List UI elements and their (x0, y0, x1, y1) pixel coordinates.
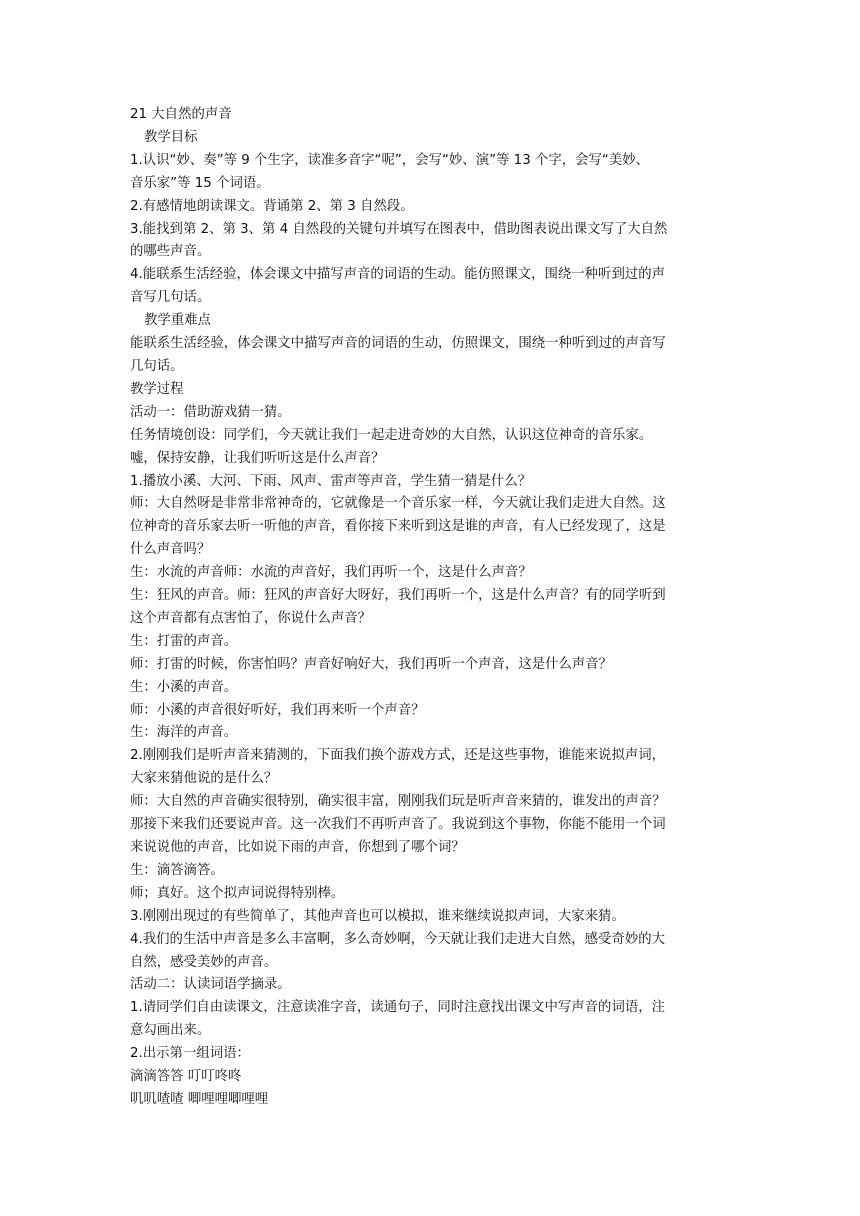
text-line: 滴滴答答 叮叮咚咚 (130, 1069, 242, 1085)
text-line: 教学重难点 (144, 313, 211, 329)
text-line: 位神奇的音乐家去听一听他的声音，看你接下来听到这是谁的声音，有人已经发现了，这是 (130, 519, 666, 535)
text-line: 自然，感受美妙的声音。 (130, 954, 278, 970)
text-line: 1.播放小溪、大河、下雨、风声、雷声等声音，学生猜一猜是什么？ (130, 473, 532, 489)
text-line: 师：小溪的声音很好听好，我们再来听一个声音？ (130, 702, 425, 718)
text-line: 教学目标 (144, 129, 198, 145)
text-line: 活动一：借助游戏猜一猜。 (130, 404, 291, 420)
text-line: 2.出示第一组词语： (130, 1046, 250, 1062)
text-line: 音乐家”等 15 个词语。 (130, 175, 270, 191)
text-line: 3.刚刚出现过的有些简单了，其他声音也可以模拟，谁来继续说拟声词，大家来猜。 (130, 908, 625, 924)
text-line: 什么声音吗？ (130, 542, 211, 558)
text-line: 生：海洋的声音。 (130, 725, 238, 741)
text-line: 生：滴答滴答。 (130, 862, 224, 878)
text-line: 师：大自然的声音确实很特别，确实很丰富，刚刚我们玩是听声音来猜的，谁发出的声音？ (130, 794, 666, 810)
text-line: 生：打雷的声音。 (130, 633, 238, 649)
text-line: 意勾画出来。 (130, 1023, 211, 1039)
text-line: 的哪些声音。 (130, 244, 211, 260)
text-line: 1.请同学们自由读课文，注意读准字音，读通句子，同时注意找出课文中写声音的词语，注 (130, 1000, 666, 1016)
text-line: 任务情境创设：同学们，今天就让我们一起走进奇妙的大自然，认识这位神奇的音乐家。 (130, 427, 653, 443)
text-line: 生：狂风的声音。师：狂风的声音好大呀好，我们再听一个，这是什么声音？有的同学听到 (130, 588, 666, 604)
text-line: 教学过程 (130, 381, 184, 397)
text-line: 叽叽喳喳 唧哩哩唧哩哩 (130, 1091, 269, 1107)
document-title: 21 大自然的声音 (130, 107, 232, 122)
text-line: 嘘，保持安静，让我们听听这是什么声音？ (130, 450, 385, 466)
text-line: 那接下来我们还要说声音。这一次我们不再听声音了。我说到这个事物，你能不能用一个词 (130, 817, 666, 833)
text-line: 师：大自然呀是非常非常神奇的，它就像是一个音乐家一样，今天就让我们走进大自然。这 (130, 496, 666, 512)
document-page (130, 104, 730, 1112)
text-line: 活动二：认读词语学摘录。 (130, 977, 291, 993)
text-line: 3.能找到第 2、第 3、第 4 自然段的关键句并填写在图表中，借助图表说出课文写了大自然 (130, 221, 668, 237)
text-line: 生：小溪的声音。 (130, 679, 238, 695)
text-line: 音写几句话。 (130, 290, 211, 306)
text-line: 这个声音都有点害怕了，你说什么声音？ (130, 610, 372, 626)
text-line: 来说说他的声音，比如说下雨的声音，你想到了哪个词？ (130, 840, 465, 855)
text-line: 能联系生活经验，体会课文中描写声音的词语的生动，仿照课文，围绕一种听到过的声音写 (130, 336, 666, 352)
text-line: 1.认识“妙、奏”等 9 个生字，读准多音字“呢”，会写“妙、演”等 13 个字，会写“美妙、 (130, 152, 650, 168)
text-line: 师：打雷的时候，你害怕吗？声音好响好大，我们再听一个声音，这是什么声音？ (130, 656, 613, 672)
text-line: 4.我们的生活中声音是多么丰富啊，多么奇妙啊，今天就让我们走进大自然，感受奇妙的大 (130, 931, 666, 947)
text-line: 大家来猜他说的是什么？ (130, 771, 278, 787)
text-line: 2.刚刚我们是听声音来猜测的，下面我们换个游戏方式，还是这些事物，谁能来说拟声词， (130, 748, 666, 764)
text-line: 4.能联系生活经验，体会课文中描写声音的词语的生动。能仿照课文，围绕一种听到过的声 (130, 267, 666, 283)
text-line: 几句话。 (130, 358, 184, 374)
text-line: 2.有感情地朗读课文。背诵第 2、第 3 自然段。 (130, 198, 414, 214)
text-line: 生：水流的声音师：水流的声音好，我们再听一个，这是什么声音？ (130, 565, 532, 581)
text-line: 师；真好。这个拟声词说得特别棒。 (130, 885, 345, 901)
